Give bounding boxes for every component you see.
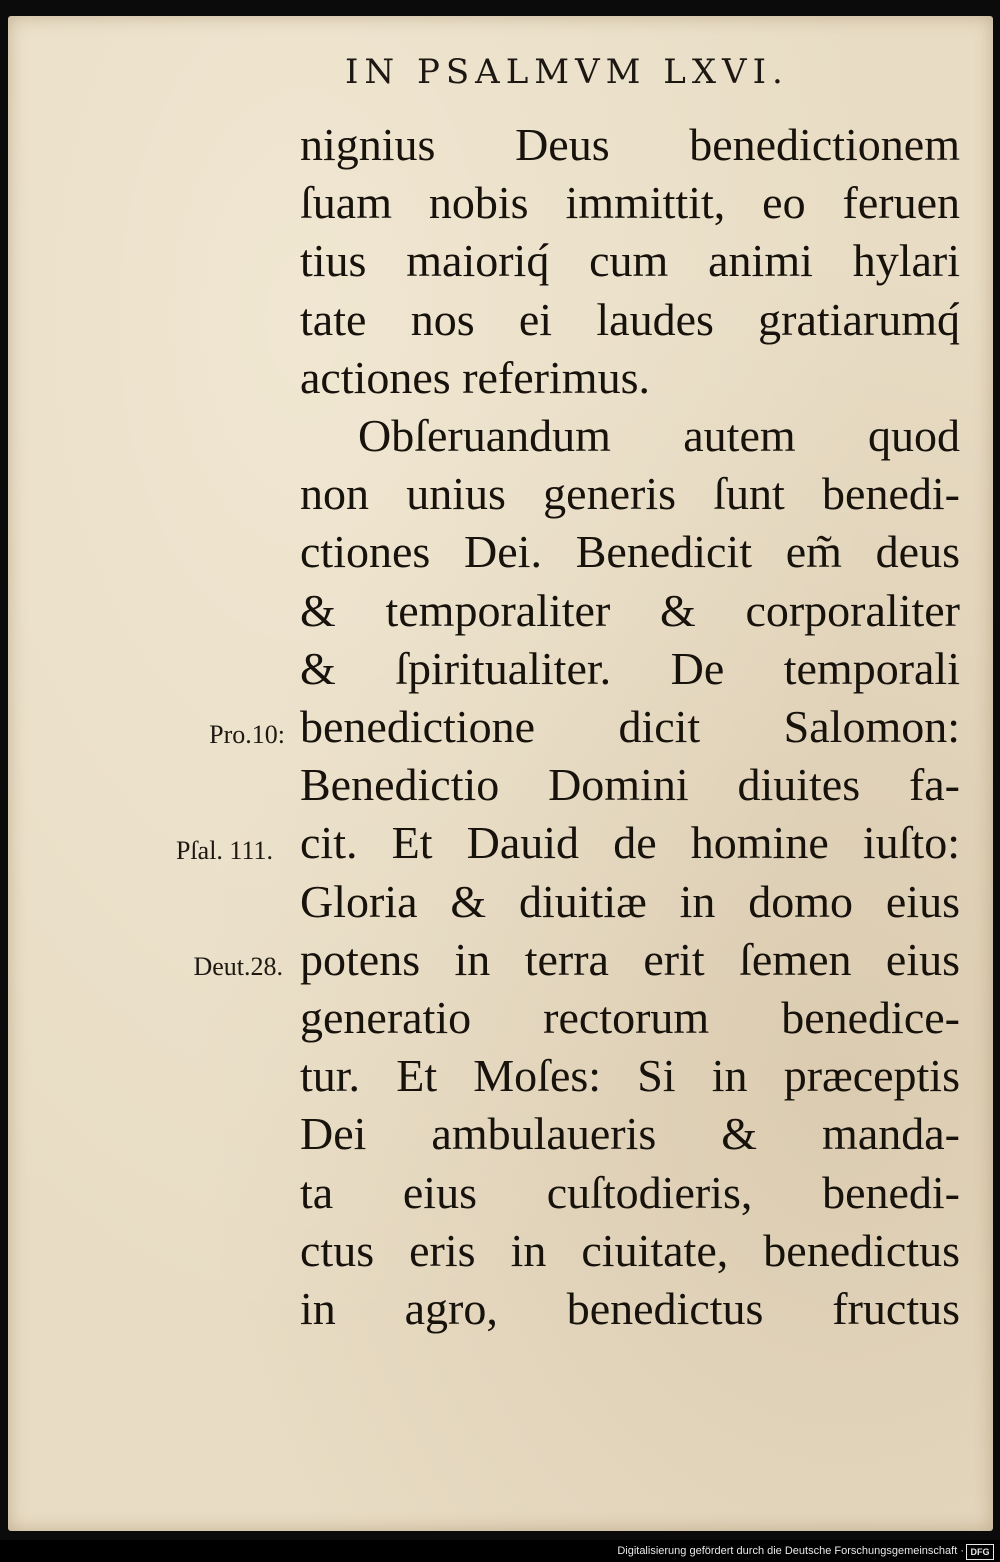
digitization-credit: Digitalisierung gefördert durch die Deutsche Forschungsgemeinschaft · xyxy=(617,1545,964,1557)
text-line: & ſpiritualiter. De temporali xyxy=(300,642,960,694)
text-line: potens in terra erit ſemen eius xyxy=(300,933,960,985)
text-line: Dei ambulaueris & manda- xyxy=(300,1108,960,1160)
text-line: non unius generis ſunt benedi- xyxy=(300,468,960,520)
text-line: Gloria & diuitiæ in domo eius xyxy=(300,875,960,927)
text-line: in agro, benedictus fructus xyxy=(300,1283,960,1335)
text-line: benedictione dicit Salomon: xyxy=(300,701,960,753)
dfg-logo: DFG xyxy=(966,1544,994,1560)
text-line: ta eius cuſtodieris, benedi- xyxy=(300,1166,960,1218)
text-line: ctus eris in ciuitate, benedictus xyxy=(300,1224,960,1276)
body-text xyxy=(300,116,960,1338)
text-line: Benedictio Domini diuites fa- xyxy=(300,759,960,811)
text-line: cit. Et Dauid de homine iuſto: xyxy=(300,817,960,869)
text-line: tur. Et Moſes: Si in præceptis xyxy=(300,1050,960,1102)
text-line: actiones referimus. xyxy=(300,351,650,403)
marginal-note-proverbs: Pro.10: xyxy=(209,720,285,749)
text-line: generatio rectorum benedice- xyxy=(300,992,960,1044)
text-line: tate nos ei laudes gratiarumq́ xyxy=(300,293,960,345)
marginal-note-deuteronomy: Deut.28. xyxy=(193,952,283,981)
text-line: ſuam nobis immittit, eo feruen xyxy=(300,177,960,229)
text-line: & temporaliter & corporaliter xyxy=(300,584,960,636)
running-head: IN PSALMVM LXVI. xyxy=(345,52,789,92)
text-line: Obſeruandum autem quod xyxy=(358,410,960,462)
text-line: ctiones Dei. Benedicit em̃ deus xyxy=(300,526,960,578)
text-line: tius maioriq́ cum animi hylari xyxy=(300,235,960,287)
text-line: nignius Deus benedictionem xyxy=(300,119,960,170)
marginal-note-psalm: Pſal. 111. xyxy=(175,836,273,865)
